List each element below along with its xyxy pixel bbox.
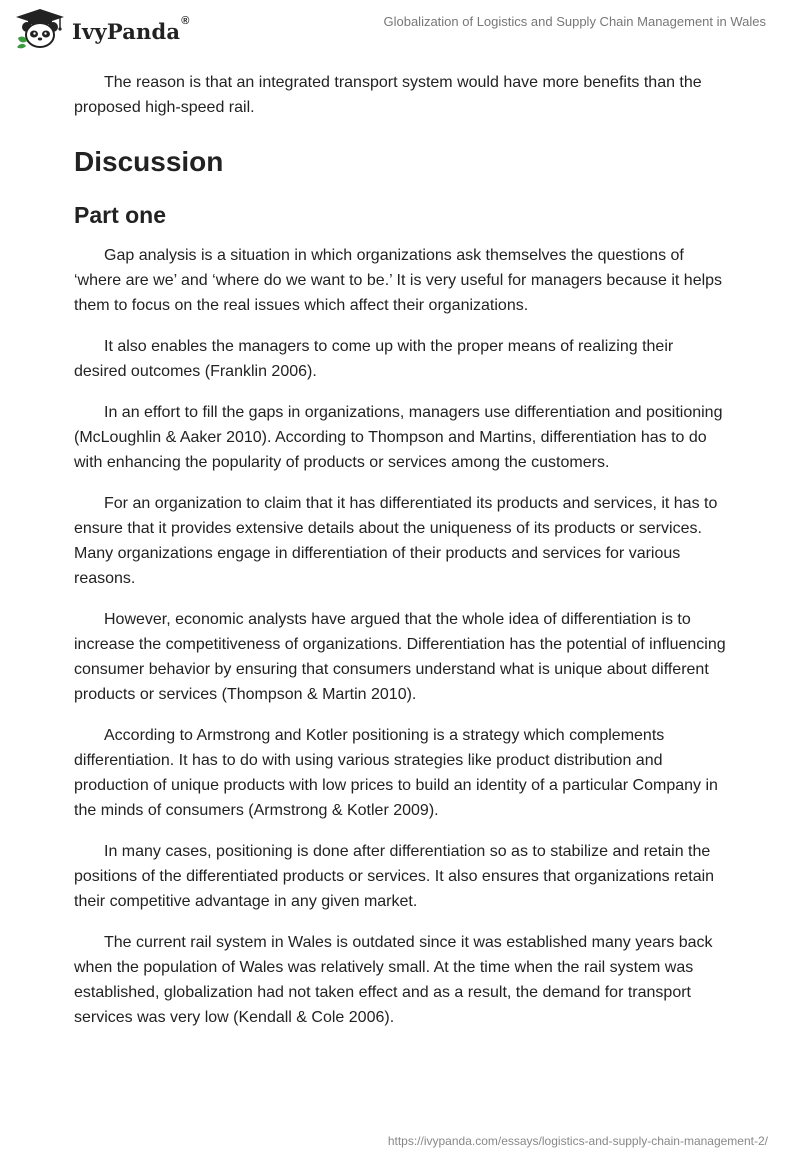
paragraph: According to Armstrong and Kotler positioning is a strategy which complements differentiation. It has to do with using various strategies like product distribution and production of unique products with low prices to build an identity of a particular Company in the minds of consumers (Armstrong & Kotler 2009). xyxy=(74,727,718,819)
document-title: Globalization of Logistics and Supply Chain Management in Wales xyxy=(383,14,766,29)
panda-graduate-icon xyxy=(14,8,66,50)
paragraph: The current rail system in Wales is outdated since it was established many years back when the population of Wales was relatively small. At the time when the rail system was established, globalization had not taken effect and as a result, the demand for transport services was very low (Kendall & Cole 2006). xyxy=(74,934,713,1026)
section-heading: Discussion xyxy=(74,146,224,177)
paragraph: It also enables the managers to come up with the proper means of realizing their desired outcomes (Franklin 2006). xyxy=(74,338,674,380)
paragraph: In an effort to fill the gaps in organizations, managers use differentiation and positioning (McLoughlin & Aaker 2010). According to Thompson and Martins, differentiation has to do with enhancing the popularity of products or services among the customers. xyxy=(74,404,723,471)
brand-name: IvyPanda® xyxy=(72,14,190,44)
paragraph: For an organization to claim that it has differentiated its products and services, it has to ensure that it provides extensive details about the uniqueness of its products or services. Many organizations engage in differentiation of their products and services for various reasons. xyxy=(74,495,718,587)
paragraph: However, economic analysts have argued that the whole idea of differentiation is to increase the competitiveness of organizations. Differentiation has the potential of influencing consumer behavior by ensuring that consumers understand what is unique about different products or services (Thompson & Martin 2010). xyxy=(74,611,726,703)
registered-mark: ® xyxy=(181,14,190,27)
intro-paragraph: The reason is that an integrated transport system would have more benefits than the proposed high-speed rail. xyxy=(74,74,702,116)
page-header xyxy=(0,0,800,60)
paragraph: Gap analysis is a situation in which organizations ask themselves the questions of ‘where are we’ and ‘where do we want to be.’ It is very useful for managers because it helps them to focus on the real issues which affect their organizations. xyxy=(74,247,723,314)
paragraph: In many cases, positioning is done after differentiation so as to stabilize and retain the positions of the differentiated products or services. It also ensures that organizations retain their competitive advantage in any given market. xyxy=(74,843,715,910)
ivypanda-logo[interactable] xyxy=(14,8,190,50)
source-url[interactable]: https://ivypanda.com/essays/logistics-and-supply-chain-management-2/ xyxy=(387,1134,768,1148)
subsection-heading: Part one xyxy=(74,202,167,228)
article-body xyxy=(74,70,730,1046)
